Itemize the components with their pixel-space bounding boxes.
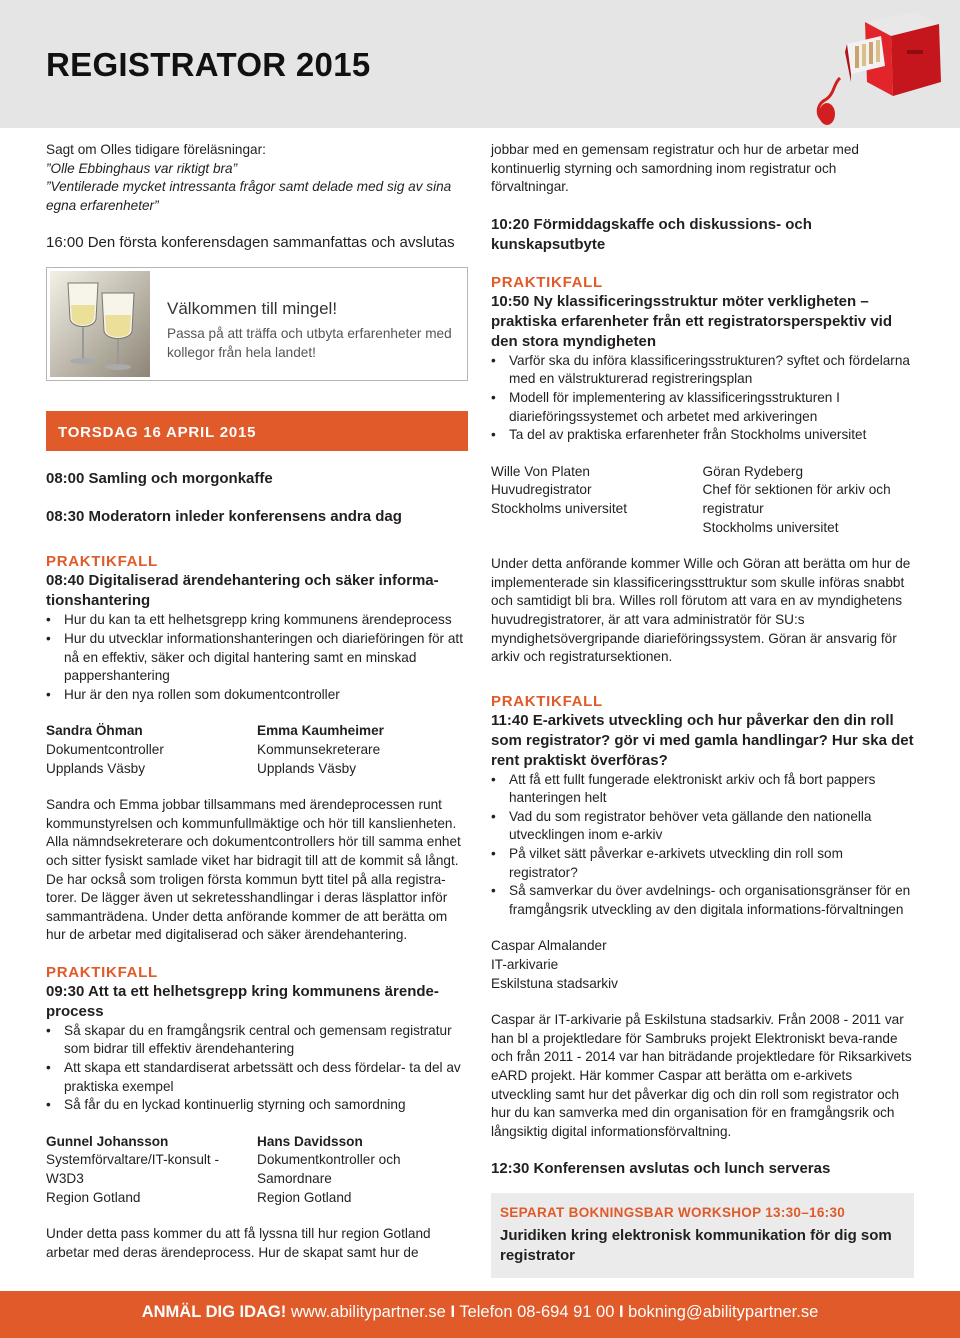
right-column [491,141,914,1278]
date-band: TORSDAG 16 APRIL 2015 [46,411,468,451]
list-item: • Hur du kan ta ett helhetsgrepp kring kommunens ärendeprocess [46,611,468,630]
speaker-role: Systemförvaltare/IT-konsult - W3D3 [46,1152,219,1187]
agenda-item: 08:00 Samling och morgonkaffe [46,470,273,488]
list-item: • På vilket sätt påverkar e-arkivets utveckling din roll som registrator? [491,845,914,882]
session-title: 09:30 Att ta ett helhetsgrepp kring kommunens ärende-process [46,982,439,1020]
session-description: Under detta pass kommer du att få lyssna till hur region Gotland arbetar med deras ärendeprocess. Hur de skapat samt hur de [46,1226,431,1260]
agenda-item: 10:20 Förmiddagskaffe och diskussions- och kunskapsutbyte [491,215,812,253]
list-item: • Modell för implementering av klassificeringsstrukturen I diarieföringssystemet och arbetet med arkiveringen [491,389,914,426]
speaker-name: Sandra Öhman [46,723,143,739]
list-item: • Så samverkar du över avdelnings- och organisationsgränser för en framgångsrik utveckling av den digitala informations-förvaltningen [491,882,914,919]
session-description: Caspar är IT-arkivarie på Eskilstuna stadsarkiv. Från 2008 - 2011 var han bl a projektledare för Sambruks projekt Elektroniskt beva-rande och från 2011 - 2014 var han biträdande projektledare för Riksarkivets eARD projekt. Här kommer Caspar att berätta om e-arkivets utveckling samt hur det påverkar dig och din roll som registrator och hur du kan samverka med din organisation för en framgångsrik och långsiktig digital informationsförvaltning. [491,1012,912,1139]
workshop-subtitle: Juridiken kring elektronisk kommunikation för dig som registrator [500,1226,892,1264]
speaker [46,722,257,778]
list-item: • Vad du som registrator behöver veta gällande den nationella utvecklingen inom e-arkiv [491,808,914,845]
speaker [703,463,915,537]
list-item: • Varför ska du införa klassificeringsstrukturen? syftet och fördelarna med en välstrukturerad registreringsplan [491,352,914,389]
footer-band [0,1291,960,1338]
praktikfall-label: PRAKTIKFALL [46,963,158,981]
separator: I [618,1303,624,1321]
agenda-item: 08:30 Moderatorn inleder konferensens andra dag [46,508,402,526]
bullet-list [491,771,914,920]
speaker-org: Region Gotland [46,1189,141,1205]
speaker-org: Upplands Väsby [46,760,145,776]
speaker-name: Emma Kaumheimer [257,723,384,739]
speaker-role: Chef för sektionen för arkiv och registratur [702,482,891,516]
bullet-list [491,352,914,445]
speaker-name: Caspar Almalander [491,938,607,954]
list-item: • Att skapa ett standardiserat arbetssätt och dess fördelar- ta del av praktiska exempel [46,1059,468,1096]
cta-text: ANMÄL DIG IDAG! [141,1303,287,1321]
page-header [0,0,960,128]
speaker [491,463,703,537]
left-column [46,141,468,1262]
speaker-role: Kommunsekreterare [257,741,381,757]
speaker-role: Dokumentkontroller och Samordnare [257,1152,401,1187]
session-description: Under detta anförande kommer Wille och Göran att berätta om hur de implementerade sin klassificeringssttruktur som skulle införas snabbt och samtidigt bli bra. Willes roll förutom att vara en av myndighetens huvudregistratorer, är att vara administratör för SU:s myndighetsövergripande diarieföringssystem. Göran är ansvarig för arkiv och registratursektionen. [491,556,911,665]
filing-drawer-mouse-icon [795,4,945,129]
speaker-name: Göran Rydeberg [702,463,803,479]
email-link[interactable]: bokning@abilitypartner.se [628,1303,819,1321]
list-item: • Så får du en lyckad kontinuerlig styrning och samordning [46,1096,468,1115]
list-item: • Så skapar du en framgångsrik central och gemensam registratur som bidrar till effektiv ärendehantering [46,1022,468,1059]
list-item: • Hur du utvecklar informationshanteringen och diarieföringen för att nå en effektiv, säker och digital hantering samt en minskad pappershantering [46,630,468,686]
website-link[interactable]: www.abilitypartner.se [290,1303,446,1321]
mingel-subtitle: Passa på att träffa och utbyta erfarenheter med kollegor från hela landet! [167,326,452,360]
quote: ”Olle Ebbinghaus var riktigt bra” [46,160,238,176]
separator: I [450,1303,456,1321]
speaker-org: Stockholms universitet [491,500,627,516]
praktikfall-label: PRAKTIKFALL [491,692,603,710]
praktikfall-label: PRAKTIKFALL [46,553,158,571]
speaker-org: Upplands Väsby [257,760,356,776]
mingel-box [46,267,468,381]
speaker [257,722,468,778]
praktikfall-label: PRAKTIKFALL [491,273,603,291]
speaker-role: Dokumentcontroller [46,741,164,757]
speaker-org: Eskilstuna stadsarkiv [491,975,618,991]
speaker-role: Huvudregistrator [491,482,592,498]
speaker-name: Wille Von Platen [491,463,590,479]
speaker-name: Gunnel Johansson [46,1133,169,1149]
mingel-title: Välkommen till mingel! [167,299,338,319]
bullet-list [46,1022,468,1115]
list-item: • Ta del av praktiska erfarenheter från Stockholms universitet [491,426,914,445]
session-summary: 16:00 Den första konferensdagen sammanfattas och avslutas [46,234,455,252]
speaker-name: Hans Davidsson [257,1133,363,1149]
session-description: Sandra och Emma jobbar tillsammans med ärendeprocessen runt kommunstyrelsen och kommunfullmäktige och hör till kanslienheten. Alla nämndsekreterare och dokumentcontrollers hör till samma enhet och sitter fysiskt samlade viket har bidragit till att de kommit så långt. De har också som troligen första kommun bytt titel på alla registra-torer. De lägger även ut sekretesshandlingar i deras läsplattor inför sammanträdena. Under detta anförande kommer de att berätta om hur de arbetar med digitaliserad och säker ärendehantering. [46,797,461,943]
page-title: REGISTRATOR 2015 [46,46,371,83]
workshop-box [491,1193,914,1278]
wine-glasses-icon [50,271,150,377]
speakers [491,463,914,537]
quote-intro: Sagt om Olles tidigare föreläsningar: [46,142,266,157]
session-description: jobbar med en gemensam registratur och hur de arbetar med kontinuerlig styrning och samordning inom registratur och förvaltningar. [491,142,859,195]
speaker [491,937,914,993]
quote: ”Ventilerade mycket intressanta frågor samt delade med sig av sina egna erfarenheter” [46,179,452,213]
speaker [46,1133,257,1207]
session-title: 10:50 Ny klassificeringsstruktur möter verkligheten – praktiska erfarenheter från ett registratorsperspektiv vid den stora myndigheten [491,292,892,350]
bullet-list [46,611,468,704]
speakers [46,1133,468,1207]
list-item: • Att få ett fullt fungerade elektroniskt arkiv och få bort pappers hanteringen helt [491,771,914,808]
speaker-org: Stockholms universitet [702,519,839,535]
speaker-org: Region Gotland [257,1189,352,1205]
speakers [46,722,468,778]
agenda-item: 12:30 Konferensen avslutas och lunch serveras [491,1160,831,1178]
phone-text: Telefon 08-694 91 00 [459,1303,615,1321]
speaker [257,1133,468,1207]
speaker-role: IT-arkivarie [491,957,559,973]
session-title: 11:40 E-arkivets utveckling och hur påverkar den din roll som registrator? gör vi med gamla handlingar? Hur ska det rent praktiskt överföras? [491,711,914,769]
list-item: • Hur är den nya rollen som dokumentcontroller [46,686,468,705]
session-title: 08:40 Digitaliserad ärendehantering och säker informa-tionshantering [46,572,439,610]
workshop-title: SEPARAT BOKNINGSBAR WORKSHOP 13:30–16:30 [500,1205,846,1221]
